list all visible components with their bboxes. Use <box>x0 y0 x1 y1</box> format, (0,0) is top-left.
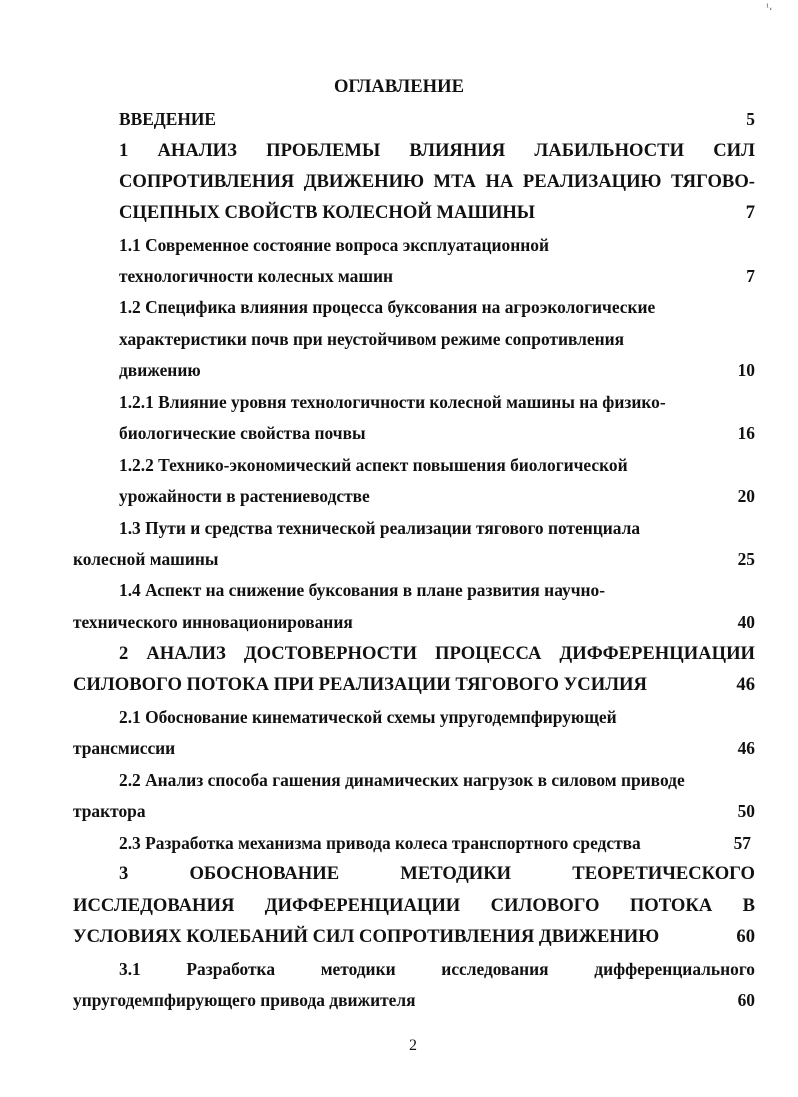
toc-entry-3-1-line1: 3.1 Разработка методики исследования дифференциального <box>119 959 755 979</box>
toc-page-1-3: 25 <box>737 549 755 569</box>
toc-entry-1-line3: СЦЕПНЫХ СВОЙСТВ КОЛЕСНОЙ МАШИНЫ <box>119 202 536 223</box>
toc-entry-1-2-1-line2: биологические свойства почвы <box>119 423 366 443</box>
toc-entry-1-1-line1: 1.1 Современное состояние вопроса эксплуатационной <box>119 235 549 255</box>
toc-entry-2-1-line2: трансмиссии <box>73 738 176 758</box>
scan-mark: ¹، <box>766 2 773 13</box>
toc-entry-1-line2: СОПРОТИВЛЕНИЯ ДВИЖЕНИЮ МТА НА РЕАЛИЗАЦИЮ ТЯГОВО- <box>119 171 755 192</box>
toc-entry-1-2-2-line1: 1.2.2 Технико-экономический аспект повышения биологической <box>119 455 628 475</box>
toc-page-2-3: 57 <box>733 833 751 853</box>
toc-entry-3-1-line2: упругодемпфирующего привода движителя <box>73 990 416 1010</box>
toc-page-1-1: 7 <box>746 266 755 286</box>
toc-page-1-2-1: 16 <box>737 423 755 443</box>
toc-entry-3-line2: ИССЛЕДОВАНИЯ ДИФФЕРЕНЦИАЦИИ СИЛОВОГО ПОТОКА В <box>73 895 755 916</box>
toc-title: ОГЛАВЛЕНИЕ <box>333 76 465 97</box>
toc-entry-1-3-line2: колесной машины <box>73 549 219 569</box>
toc-page-2-2: 50 <box>737 801 755 821</box>
toc-page-3-1: 60 <box>737 990 755 1010</box>
toc-page-1: 7 <box>745 202 755 223</box>
toc-entry-3-line1: 3 ОБОСНОВАНИЕ МЕТОДИКИ ТЕОРЕТИЧЕСКОГО <box>119 863 755 884</box>
toc-page-1-4: 40 <box>737 612 755 632</box>
toc-page-1-2-2: 20 <box>737 486 755 506</box>
toc-page-2-1: 46 <box>737 738 755 758</box>
toc-entry-intro: ВВЕДЕНИЕ <box>119 109 217 129</box>
toc-entry-1-3-line1: 1.3 Пути и средства технической реализации тягового потенциала <box>119 518 641 538</box>
page-number: 2 <box>409 1037 417 1054</box>
toc-entry-1-2-line2: характеристики почв при неустойчивом режиме сопротивления <box>119 329 625 349</box>
toc-entry-1-4-line1: 1.4 Аспект на снижение буксования в плане развития научно- <box>119 580 606 600</box>
toc-entry-1-2-1-line1: 1.2.1 Влияние уровня технологичности колесной машины на физико- <box>119 392 666 412</box>
toc-entry-1-1-line2: технологичности колесных машин <box>119 266 394 286</box>
toc-entry-2-1-line1: 2.1 Обоснование кинематической схемы упругодемпфирующей <box>119 707 617 727</box>
toc-entry-1-2-2-line2: урожайности в растениеводстве <box>119 486 370 506</box>
toc-entry-2-3-line1: 2.3 Разработка механизма привода колеса транспортного средства <box>119 833 641 853</box>
toc-entry-2-line1: 2 АНАЛИЗ ДОСТОВЕРНОСТИ ПРОЦЕССА ДИФФЕРЕНЦИАЦИИ <box>119 643 755 664</box>
toc-entry-2-2-line2: трактора <box>73 801 146 821</box>
toc-entry-2-2-line1: 2.2 Анализ способа гашения динамических нагрузок в силовом приводе <box>119 770 685 790</box>
toc-entry-1-2-line3: движению <box>119 360 201 380</box>
toc-entry-2-line2: СИЛОВОГО ПОТОКА ПРИ РЕАЛИЗАЦИИ ТЯГОВОГО УСИЛИЯ <box>73 674 647 695</box>
toc-page-2: 46 <box>736 674 755 695</box>
toc-page-3: 60 <box>736 926 755 947</box>
toc-entry-1-4-line2: технического инновационирования <box>73 612 353 632</box>
toc-page-intro: 5 <box>746 109 755 129</box>
toc-entry-1-line1: 1 АНАЛИЗ ПРОБЛЕМЫ ВЛИЯНИЯ ЛАБИЛЬНОСТИ СИЛ <box>119 140 755 161</box>
toc-page-1-2: 10 <box>737 360 755 380</box>
toc-entry-3-line3: УСЛОВИЯХ КОЛЕБАНИЙ СИЛ СОПРОТИВЛЕНИЯ ДВИЖЕНИЮ <box>73 926 660 947</box>
toc-entry-1-2-line1: 1.2 Специфика влияния процесса буксования на агроэкологические <box>119 297 656 317</box>
